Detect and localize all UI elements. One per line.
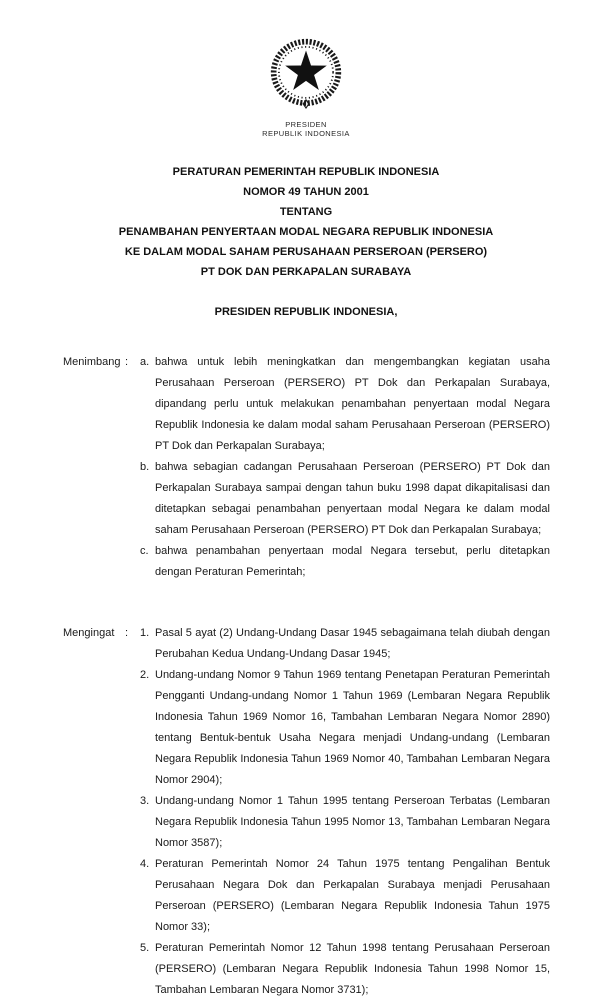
title-subject-line1: PENAMBAHAN PENYERTAAN MODAL NEGARA REPUBLIK INDONESIA	[118, 226, 494, 238]
item-marker: c.	[140, 545, 149, 557]
item-marker: 3.	[140, 795, 150, 807]
item-text: bahwa penambahan penyertaan modal Negara tersebut, perlu ditetapkan dengan Peraturan Pemerintah;	[155, 545, 550, 578]
item-marker: 1.	[140, 627, 150, 639]
item-text: Undang-undang Nomor 1 Tahun 1995 tentang Perseroan Terbatas (Lembaran Negara Republik Indonesia Tahun 1995 Nomor 13, Tambahan Lembaran Negara Nomor 3587);	[155, 795, 550, 849]
list-item	[140, 623, 550, 665]
salutation: PRESIDEN REPUBLIK INDONESIA,	[214, 306, 398, 318]
item-text: Peraturan Pemerintah Nomor 12 Tahun 1998 tentang Perusahaan Perseroan (PERSERO) (Lembaran Negara Republik Indonesia Tahun 1998 Nomor 15, Tambahan Lembaran Negara Nomor 3731);	[155, 942, 550, 996]
list-item	[140, 665, 550, 791]
item-text: Undang-undang Nomor 9 Tahun 1969 tentang Penetapan Peraturan Pemerintah Pengganti Undang-undang Nomor 1 Tahun 1969 (Lembaran Negara Republik Indonesia Tahun 1969 Nomor 16, Tambahan Lembaran Negara Nomor 2890) tentang Bentuk-bentuk Usaha Negara menjadi Undang-undang (Lembaran Negara Republik Indonesia Tahun 1969 Nomor 40, Tambahan Lembaran Negara Nomor 2904);	[155, 669, 550, 786]
letterhead-caption-line1: PRESIDEN	[285, 120, 327, 129]
letterhead-caption	[0, 120, 612, 138]
section-separator: :	[125, 356, 129, 368]
item-marker: a.	[140, 356, 150, 368]
title-subject-line3: PT DOK DAN PERKAPALAN SURABAYA	[200, 266, 412, 278]
section-mengingat	[0, 623, 612, 1001]
item-marker: 2.	[140, 669, 150, 681]
item-text: bahwa untuk lebih meningkatkan dan mengembangkan kegiatan usaha Perusahaan Perseroan (PERSERO) PT Dok dan Perkapalan Surabaya, dipandang perlu untuk melakukan penambahan penyertaan modal Negara Republik Indonesia ke dalam modal saham Perusahaan Perseroan (PERSERO) PT Dok dan Perkapalan Surabaya;	[155, 356, 550, 452]
letterhead	[0, 36, 612, 138]
list-item	[140, 352, 550, 457]
section-items	[140, 623, 550, 1001]
title-subject-line2: KE DALAM MODAL SAHAM PERUSAHAAN PERSEROAN (PERSERO)	[124, 246, 488, 258]
list-item	[140, 457, 550, 541]
item-marker: 5.	[140, 942, 150, 954]
item-text: Pasal 5 ayat (2) Undang-Undang Dasar 1945 sebagaimana telah diubah dengan Perubahan Kedua Undang-Undang Dasar 1945;	[155, 627, 550, 660]
title-number-year: NOMOR 49 TAHUN 2001	[243, 186, 369, 198]
section-separator: :	[125, 627, 129, 639]
presidential-star-wreath-icon	[265, 36, 347, 117]
list-item	[140, 938, 550, 1001]
letterhead-caption-line2: REPUBLIK INDONESIA	[262, 129, 350, 138]
list-item	[140, 854, 550, 938]
title-regulation-name: PERATURAN PEMERINTAH REPUBLIK INDONESIA	[172, 166, 440, 178]
section-menimbang	[0, 352, 612, 583]
document-title	[0, 162, 612, 282]
item-text: Peraturan Pemerintah Nomor 24 Tahun 1975 tentang Pengalihan Bentuk Perusahaan Negara Dok dan Perkapalan Surabaya menjadi Perusahaan Perseroan (PERSERO) (Lembaran Negara Republik Indonesia Tahun 1975 Nomor 33);	[155, 858, 550, 933]
list-item	[140, 791, 550, 854]
item-marker: 4.	[140, 858, 150, 870]
item-text: bahwa sebagian cadangan Perusahaan Perseroan (PERSERO) PT Dok dan Perkapalan Surabaya sampai dengan tahun buku 1998 dapat dikapitalisasi dan ditetapkan sebagai penambahan penyertaan modal Negara ke dalam modal saham Perusahaan Perseroan (PERSERO) PT Dok dan Perkapalan Surabaya;	[155, 461, 550, 536]
section-label: Mengingat	[63, 627, 115, 639]
section-items	[140, 352, 550, 583]
section-label: Menimbang	[63, 356, 121, 368]
list-item	[140, 541, 550, 583]
item-marker: b.	[140, 461, 150, 473]
title-tentang: TENTANG	[279, 206, 333, 218]
